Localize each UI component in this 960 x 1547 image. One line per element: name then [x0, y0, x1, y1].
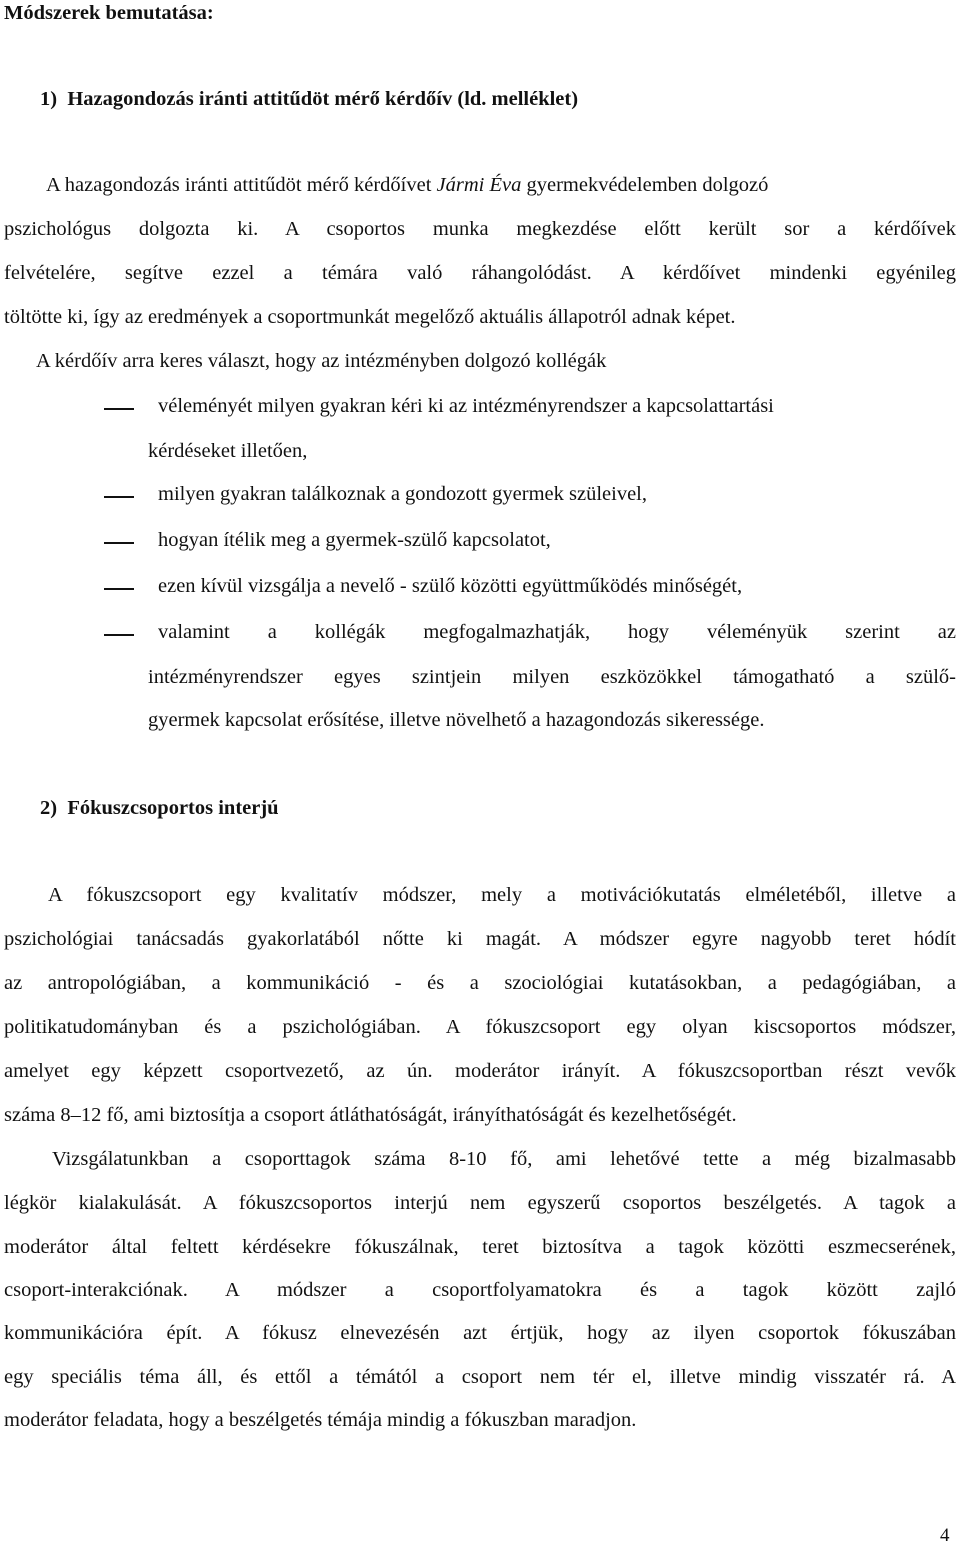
section-2-title: 2) Fókuszcsoportos interjú [40, 797, 279, 819]
bullet-dash [104, 496, 134, 498]
bullet-dash [104, 634, 134, 636]
section-1-paragraph-line: felvételére, segítve ezzel a témára való ráhangolódást. A kérdőívet mindenki egyénileg [4, 262, 956, 284]
page-heading: Módszerek bemutatása: [4, 2, 214, 24]
section-2-line: A fókuszcsoport egy kvalitatív módszer, mely a motivációkutatás elméletéből, illetve a [48, 884, 956, 906]
section-2-line: pszichológiai tanácsadás gyakorlatából nőtte ki magát. A módszer egyre nagyobb teret hódít [4, 928, 956, 950]
section-1-title: 1) Hazagondozás iránti attitűdöt mérő kérdőív (ld. melléklet) [40, 88, 579, 110]
section-2-line: moderátor feladata, hogy a beszélgetés témája mindig a fókuszban maradjon. [4, 1409, 637, 1431]
section-2-line: amelyet egy képzett csoportvezető, az ún. moderátor irányít. A fókuszcsoportban részt vevők [4, 1060, 956, 1082]
bullet-text: kérdéseket illetően, [148, 440, 308, 462]
author-name: Jármi Éva [436, 174, 522, 196]
section-1-paragraph-line [46, 174, 768, 197]
bullet-text: intézményrendszer egyes szintjein milyen eszközökkel támogatható a szülő- [148, 666, 956, 688]
bullet-text: hogyan ítélik meg a gyermek-szülő kapcsolatot, [158, 529, 551, 551]
paragraph-text: A hazagondozás iránti attitűdöt mérő kérdőívet [46, 174, 432, 196]
questionnaire-intro: A kérdőív arra keres választ, hogy az intézményben dolgozó kollégák [36, 350, 607, 372]
section-2-line: légkör kialakulását. A fókuszcsoportos interjú nem egyszerű csoportos beszélgetés. A tagok a [4, 1192, 956, 1214]
page-number: 4 [940, 1525, 950, 1546]
section-2-line: kommunikációra épít. A fókusz elnevezésén azt értjük, hogy az ilyen csoportok fókuszában [4, 1322, 956, 1344]
bullet-text: milyen gyakran találkoznak a gondozott gyermek szüleivel, [158, 483, 647, 505]
bullet-text: ezen kívül vizsgálja a nevelő - szülő közötti együttműködés minőségét, [158, 575, 743, 597]
section-2-line: száma 8–12 fő, ami biztosítja a csoport átláthatóságát, irányíthatóságát és kezelhetőségét. [4, 1104, 737, 1126]
section-1-paragraph-line: pszichológus dolgozta ki. A csoportos munka megkezdése előtt került sor a kérdőívek [4, 218, 956, 240]
section-1-paragraph-line: töltötte ki, így az eredmények a csoportmunkát megelőző aktuális állapotról adnak képet. [4, 306, 736, 328]
section-2-line: csoport-interakciónak. A módszer a csoportfolyamatokra és a tagok között zajló [4, 1279, 956, 1301]
section-2-line: moderátor által feltett kérdésekre fókuszálnak, teret biztosítva a tagok közötti eszmecserének, [4, 1236, 956, 1258]
section-2-line: politikatudományban és a pszichológiában. A fókuszcsoport egy olyan kiscsoportos módszer, [4, 1016, 956, 1038]
section-2-line: Vizsgálatunkban a csoporttagok száma 8-10 fő, ami lehetővé tette a még bizalmasabb [52, 1148, 956, 1170]
paragraph-text: gyermekvédelemben dolgozó [526, 174, 769, 196]
bullet-text: gyermek kapcsolat erősítése, illetve növelhető a hazagondozás sikeressége. [148, 709, 765, 731]
bullet-text: véleményét milyen gyakran kéri ki az intézményrendszer a kapcsolattartási [158, 395, 774, 417]
bullet-dash [104, 588, 134, 590]
section-2-line: az antropológiában, a kommunikáció - és a szociológiai kutatásokban, a pedagógiában, a [4, 972, 956, 994]
bullet-dash [104, 542, 134, 544]
section-2-line: egy speciális téma áll, és ettől a témától a csoport nem tér el, illetve mindig visszatér rá. A [4, 1366, 956, 1388]
bullet-dash [104, 408, 134, 410]
bullet-text: valamint a kollégák megfogalmazhatják, hogy véleményük szerint az [158, 621, 956, 643]
